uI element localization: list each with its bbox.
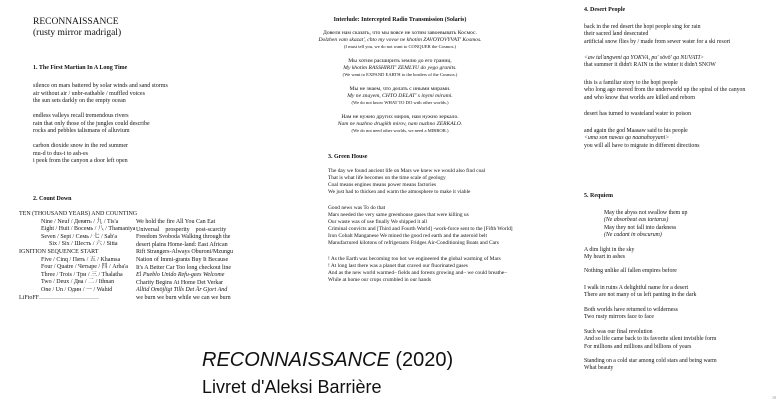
verse-line: artificial snow flies by / made from sewer water for a ski resort xyxy=(584,38,731,45)
prose-line: desert plains Home-land: East African xyxy=(136,241,228,248)
verse-line: Such was our final revolution xyxy=(584,329,653,335)
page-number: 10 xyxy=(772,395,776,400)
verse-line: Coal means engines means power means factories xyxy=(328,182,437,188)
prose-line: Universal prosperity post-scarcity xyxy=(136,226,227,233)
verse-line: Both worlds have returned to wilderness xyxy=(584,307,678,313)
prose-line: It's A Better Car Too long checkout line xyxy=(136,264,232,271)
verse-line: Two rusty mirrors face to face xyxy=(584,314,654,321)
countdown-line: Two / Deux / Два / 二 / Ithnan xyxy=(41,279,115,286)
verse-line: Our waste was of use finally We shipped it all xyxy=(328,219,428,225)
section-3-heading: 3. Green House xyxy=(328,154,368,160)
verse-line: air without air / unbr-eathable / muffled voices xyxy=(33,90,145,97)
requiem-latin xyxy=(604,210,687,240)
verse-line: While at home our crops crumbled in our hands xyxy=(328,277,431,283)
translation-line: (I must tell you, we do not want to CONQUER the Cosmos.) xyxy=(343,43,457,49)
verse-line: i peek from the canyon a door left open xyxy=(33,158,128,165)
verse-line: What beauty xyxy=(584,365,614,372)
translation-line: (We do not need other worlds, we need a MIRROR.) xyxy=(351,127,449,133)
translation-line: (We do not know WHAT TO DO with other worlds.) xyxy=(351,99,449,105)
countdown-line: Seven / Sept / Семь / 七 / Sab'a xyxy=(41,233,118,240)
verse-line: ! As the Earth was becoming too hot we engineered the global warming of Mars xyxy=(328,256,501,262)
verse-line: We just had to thicken and warm the atmosphere to make it viable xyxy=(328,189,471,195)
interlude-block-3 xyxy=(290,86,510,106)
section-1-stanza-3 xyxy=(33,143,128,166)
verse-line: Mars needed the very same greenhouse gases that were killing us xyxy=(328,212,469,218)
verse-line: Standing on a cold star among cold stars and being warm xyxy=(584,358,717,364)
section-3-stanza-3 xyxy=(328,256,507,284)
transliteration-line: My ne znayem, CHTO DELAT' s inymi mirami. xyxy=(347,92,453,99)
interlude-block-2 xyxy=(290,58,510,78)
verse-line: rocks and pebbles talismans of alluvium xyxy=(33,128,130,135)
verse-line: carbon dioxide snow in the red summer xyxy=(33,143,128,149)
count-down-prose xyxy=(136,219,260,303)
section-5-stanza-5 xyxy=(584,329,716,351)
countdown-title: TEN (THOUSAND YEARS) AND COUNTING xyxy=(19,211,138,217)
transliteration-line: Nam ne nuzhno drugikh mirov, nam nuzhno ZERKALO. xyxy=(337,120,463,127)
caption-work-title: RECONNAISSANCE xyxy=(202,349,390,371)
russian-line: Мы хотим расширить землю до его границ. xyxy=(348,58,452,64)
verse-line: Criminal convicts and [Third and Fourth World] -work-force sent to the [Fifth World] xyxy=(328,226,513,232)
countdown-line: Nine / Neuf / Девять / 九 / Tis'a xyxy=(41,218,119,225)
section-5-stanza-1 xyxy=(584,247,634,262)
translation-line: (We want to EXPAND EARTH to the borders of the Cosmos.) xyxy=(342,71,458,77)
ignition-line: IGNITION SEQUENCE START xyxy=(19,248,99,255)
section-4-heading: 4. Desert People xyxy=(584,7,626,13)
russian-line: Довели нам сказать, что мы вовсе не хотим завоевывать Космос. xyxy=(323,30,477,36)
prose-line: Alltid Omöjligt Tills Det Är Gjort And xyxy=(136,287,228,294)
section-4-stanza-1 xyxy=(584,24,730,46)
interlude-block-4 xyxy=(290,114,510,134)
verse-line: silence on mars battered by solar winds and sand storms xyxy=(33,83,168,89)
verse-line: who long ago moved from the underworld up the spiral of the canyon xyxy=(584,87,746,94)
verse-line: The day we found ancient life on Mars we knew we would also find coal xyxy=(328,168,486,174)
verse-line: mu-d to dus-t to ash-es xyxy=(33,150,88,157)
page-2 xyxy=(290,0,540,404)
verse-line: ! At long last there was a planet that craved our fluorinated gases xyxy=(328,263,468,269)
caption-year: (2020) xyxy=(389,349,454,371)
hopi-line: <uma son nawus qa naanahoyyani> xyxy=(584,135,670,142)
libretto-title: RECONNAISSANCE xyxy=(33,17,119,27)
countdown-line: Eight / Huit / Восемь / 八 / Thamaniya xyxy=(41,226,136,233)
section-3-stanza-1 xyxy=(328,168,485,196)
countdown-column xyxy=(19,211,137,302)
prose-line: Charity Begins At Home Det Verkar xyxy=(136,279,224,286)
section-5-stanza-3 xyxy=(584,285,696,300)
verse-line: And as the new world warmed– fields and forests growing and– we could breathe– xyxy=(328,270,507,276)
section-5-stanza-6 xyxy=(584,358,717,373)
section-1-stanza-2 xyxy=(33,113,150,136)
verse-line: Iron Cobalt Manganese We mined the good red earth and the asteroid belt xyxy=(328,233,488,239)
verse-line: endless valleys recall tremendous rivers xyxy=(33,113,129,119)
countdown-line: Four / Quatre / Четыре / 四 / Arba'a xyxy=(41,264,128,271)
verse-line: That is what life becomes on the time scale of geology xyxy=(328,175,446,181)
hopi-line: <aw tal'angwmi qa YOKVA, pu' sövö' qa NUVATI> xyxy=(584,55,704,61)
section-3-stanza-2 xyxy=(328,205,513,247)
verse-line: A dim light in the sky xyxy=(584,247,635,253)
prose-line: we burn we burn while we can we burn xyxy=(136,294,231,301)
interlude-heading: Interlude: Intercepted Radio Transmission (Solaris) xyxy=(333,17,467,23)
verse-line: desert has turned to wasteland water to poison xyxy=(584,111,692,117)
section-5-heading: 5. Requiem xyxy=(584,193,613,199)
countdown-line: Five / Cinq / Пять / 五 / Khamsa xyxy=(41,256,121,263)
prose-line: Nation of Immi-grants Buy It Because xyxy=(136,256,229,263)
verse-line: Good news was To do that xyxy=(328,205,386,211)
verse-line: Manufactured kilotons of refrigerants Fridges Air-Conditioning Boats and Cars xyxy=(328,240,499,246)
interlude-block-1 xyxy=(290,30,510,50)
verse-line: that summer it didn't RAIN in the winter it didn't SNOW xyxy=(584,62,716,69)
countdown-line: One / Un / Один / 一 / Wahid xyxy=(41,286,113,293)
latin-line: (Ne cadant in obscurum) xyxy=(604,232,662,239)
verse-line: And so life came back to its favorite silent invisible form xyxy=(584,336,717,343)
verse-line: May they not fall into darkness xyxy=(604,224,677,231)
prose-line: We hold the fire All You Can Eat xyxy=(136,219,216,225)
verse-line: For millions and millions and billions of years xyxy=(584,343,692,350)
section-4-stanza-4 xyxy=(584,111,691,118)
section-4-stanza-2 xyxy=(584,55,716,70)
countdown-line: Three / Trois / Три / 三 / Thalatha xyxy=(41,271,123,278)
page-1 xyxy=(0,0,260,404)
verse-line: I walk in ruins A delightful name for a desert xyxy=(584,285,689,291)
transliteration-line: My khotim RASSHIRIT' ZEMLYU do yego granits. xyxy=(343,64,457,71)
verse-line: There are not many of us left panting in the dark xyxy=(584,292,697,299)
section-4-stanza-3 xyxy=(584,80,745,102)
caption-subtitle: Livret d'Aleksi Barrière xyxy=(202,377,382,397)
verse-line: and again the god Maasaw said to his people xyxy=(584,128,688,134)
section-1-heading: 1. The First Martian In A Long Time xyxy=(33,65,128,71)
russian-line: Нам не нужно других миров, нам нужно зеркало. xyxy=(341,114,459,120)
transliteration-line: Dolzhen vam skazat', chto my vovse ne khotim ZAVOYOVYVAT' Kosmos. xyxy=(318,36,482,43)
verse-line: this is a familiar story to the hopi people xyxy=(584,80,678,86)
libretto-subtitle: (rusty mirror madrigal) xyxy=(33,28,122,38)
prose-line: Freedom Svoboda Walking through the xyxy=(136,234,231,241)
verse-line: and who know that worlds are killed and reborn xyxy=(584,94,696,101)
prose-line: El Pueblo Unido Refu-gees Welcome xyxy=(136,272,225,279)
latin-line: (Ne absorbeat eas tartarus) xyxy=(604,217,669,224)
page-3 xyxy=(556,0,782,404)
verse-line: Nothing unlike all fallen empires before xyxy=(584,268,677,274)
section-2-heading: 2. Count Down xyxy=(33,196,72,202)
verse-line: the sun sets darkly on the empty ocean xyxy=(33,98,126,105)
countdown-line: Six / Six / Шесть / 六 / Sitta xyxy=(49,241,118,248)
caption-title xyxy=(202,349,453,371)
prose-line: Rift Strangers-Always Oburoni/Mzungu xyxy=(136,249,233,256)
verse-line: you will all have to migrate in different directions xyxy=(584,142,700,149)
section-4-stanza-5 xyxy=(584,128,699,150)
verse-line: May the abyss not swallow them up xyxy=(604,210,688,216)
verse-line: back in the red desert the hopi people sing for rain xyxy=(584,24,701,30)
verse-line: My heart in ashes xyxy=(584,254,626,261)
liftoff-line: LiFtoFF………………………… xyxy=(19,294,100,301)
section-1-stanza-1 xyxy=(33,83,168,106)
verse-line: rain that only those of the jungles could describe xyxy=(33,120,150,127)
section-5-stanza-4 xyxy=(584,307,678,322)
russian-line: Мы не знаем, что делать с иными мирами. xyxy=(349,86,451,92)
verse-line: their sacred land desecrated xyxy=(584,31,649,38)
section-5-stanza-2 xyxy=(584,268,677,275)
